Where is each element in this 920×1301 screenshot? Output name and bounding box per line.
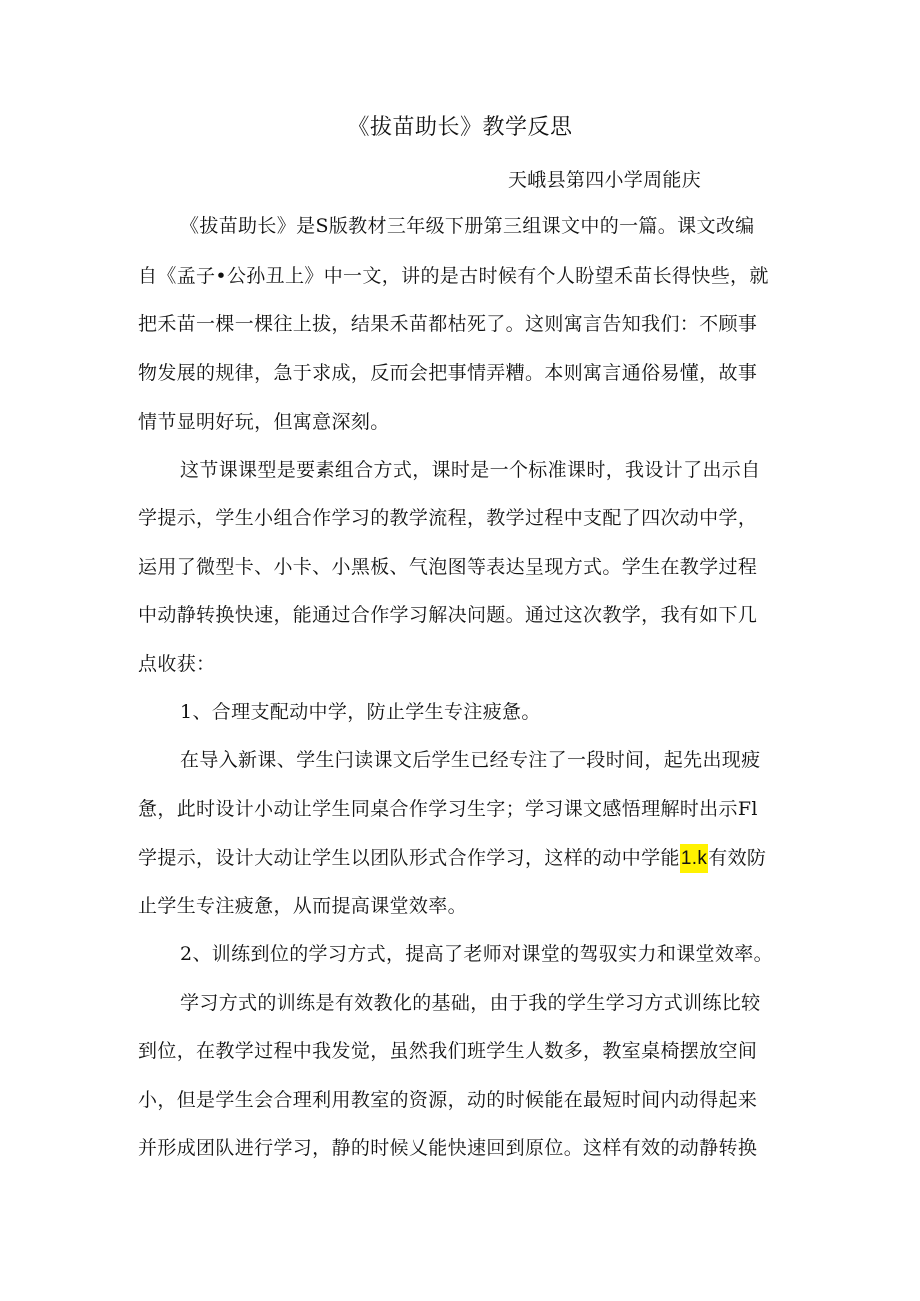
paragraph-3-line-3-tail: 有效防 xyxy=(708,847,767,869)
author-line: 天峨县第四小学周能庆 xyxy=(508,169,702,191)
paragraph-3-line-3 xyxy=(138,844,766,873)
paragraph-1-line-5: 情节显明好玩，但寓意深刻。 xyxy=(138,411,390,433)
paragraph-4-line-1: 学习方式的训练是有效教化的基础，由于我的学生学习方式训练比较 xyxy=(180,992,761,1014)
paragraph-1-line-3: 把禾苗一棵一棵往上拔，结果禾苗都枯死了。这则寓言告知我们：不顾事 xyxy=(138,313,758,335)
section-heading-2: 2、训练到位的学习方式，提高了老师对课堂的驾驭实力和课堂效率。 xyxy=(180,943,773,965)
paragraph-4-line-4: 并形成团队进行学习，静的时候乂能快速回到原位。这样有效的动静转换 xyxy=(138,1137,758,1159)
highlighted-text: 1.k xyxy=(680,844,708,873)
paragraph-3-line-4: 止学生专注疲惫，从而提高课堂效率。 xyxy=(138,895,467,917)
paragraph-1-line-1: 《拔苗助长》是S版教材三年级下册第三组课文中的一篇。课文改编 xyxy=(180,215,755,237)
paragraph-2-line-3: 运用了微型卡、小卡、小黑板、气泡图等表达呈现方式。学生在教学过程 xyxy=(138,556,758,578)
paragraph-2-line-2: 学提示，学生小组合作学习的教学流程，教学过程中支配了四次动中学， xyxy=(138,507,758,529)
paragraph-1-line-4: 物发展的规律，急于求成，反而会把事情弄糟。本则寓言通俗易懂，故事 xyxy=(138,362,758,384)
paragraph-2-line-1: 这节课课型是要素组合方式，课时是一个标准课时，我设计了出示自 xyxy=(180,459,761,481)
paragraph-2-line-4: 中动静转换快速，能通过合作学习解决问题。通过这次教学，我有如下几 xyxy=(138,604,758,626)
paragraph-2-line-5: 点收获： xyxy=(138,653,216,675)
paragraph-3-line-3-text: 学提示，设计大动让学生以团队形式合作学习，这样的动中学能 xyxy=(138,847,680,869)
section-heading-1: 1、合理支配动中学，防止学生专注疲惫。 xyxy=(180,701,541,723)
paragraph-3-line-2: 惫，此时设计小动让学生同桌合作学习生字；学习课文感悟理解时出示Fl xyxy=(138,798,758,820)
paragraph-4-line-2: 到位，在教学过程中我发觉，虽然我们班学生人数多，教室桌椅摆放空间 xyxy=(138,1040,758,1062)
paragraph-3-line-1: 在导入新课、学生闩读课文后学生已经专注了一段时间，起先出现疲 xyxy=(180,749,761,771)
paragraph-1-line-2: 自《孟子•公孙丑上》中一文，讲的是古时候有个人盼望禾苗长得快些，就 xyxy=(138,265,769,287)
document-title: 《拔苗助长》教学反思 xyxy=(347,115,573,140)
paragraph-4-line-3: 小，但是学生会合理利用教室的资源，动的时候能在最短时间内动得起来 xyxy=(138,1089,758,1111)
